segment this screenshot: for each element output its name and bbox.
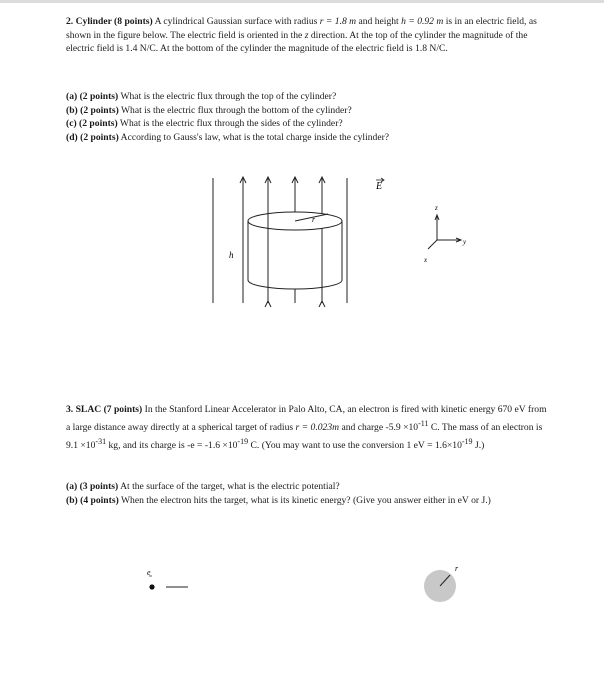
problem-3-text: J.) [472,439,485,451]
radius-label: r [312,215,316,224]
radius-value: r = 1.8 m [319,16,357,27]
question-text: What is the electric flux through the bottom of the cylinder? [118,104,352,116]
question-text: What is the electric flux through the top of the cylinder? [118,91,337,102]
axis-x-label: x [424,256,428,264]
axis-y-label: y [463,238,467,246]
height-value: h = 0.92 m [401,16,444,27]
problem-3-text: kg, and its charge is -e = -1.6 ×10 [106,439,238,451]
question-label: (d) (2 points) [66,132,119,144]
question-label: (b) (4 points) [66,494,119,506]
problem-2-text: and height [356,16,402,27]
question-text: According to Gauss's law, what is the total charge inside the cylinder? [118,132,390,144]
problem-3-text: and charge -5.9 ×10 [339,421,419,433]
problem-2-text: direction. At the top of the cylinder the magnitude of the electric field is 1.4 N/C. At the bottom of the cylinder the magnitude of the electric field is 1.8 N/C. [66,29,528,55]
field-label: E [376,181,383,192]
exponent: -19 [237,436,249,446]
z-direction: z [304,29,309,41]
question-label: (a) (3 points) [66,481,119,492]
height-label: h [229,250,234,260]
electron-dot [149,584,154,589]
problem-3-text: C. The mass of an electron is 9.1 ×10 [66,421,543,451]
question-label: (b) (2 points) [66,104,119,116]
exponent: -19 [461,436,473,446]
problem-2-text: A cylindrical Gaussian surface with radius [152,16,320,27]
question-label: (a) (2 points) [66,91,119,102]
question-label: (c) (2 points) [66,118,118,130]
exponent: -31 [95,436,107,446]
problem-3-heading: 3. SLAC (7 points) [66,404,143,415]
question-text: At the surface of the target, what is the electric potential? [118,481,340,492]
problem-3-text: In the Stanford Linear Accelerator in Palo Alto, CA, an electron is fired with kinetic energy 670 eV from a large distance away directly at a spherical target of radius [66,404,547,433]
question-text: When the electron hits the target, what is its kinetic energy? (Give you answer either in eV or J.) [118,494,491,506]
exponent: -11 [418,418,429,428]
problem-2-text: is in an electric field, as shown in the figure below. The electric field is oriented in the [66,16,537,41]
question-text: What is the electric flux through the sides of the cylinder? [117,118,343,130]
problem-2-heading: 2. Cylinder (8 points) [66,16,153,27]
target-radius-value: r = 0.023m [295,421,340,433]
target-radius-label: r [455,564,459,573]
axis-z-label: z [435,204,438,212]
problem-3-text: C. (You may want to use the conversion 1 eV = 1.6×10 [248,439,462,451]
electron-label: e [147,568,151,577]
